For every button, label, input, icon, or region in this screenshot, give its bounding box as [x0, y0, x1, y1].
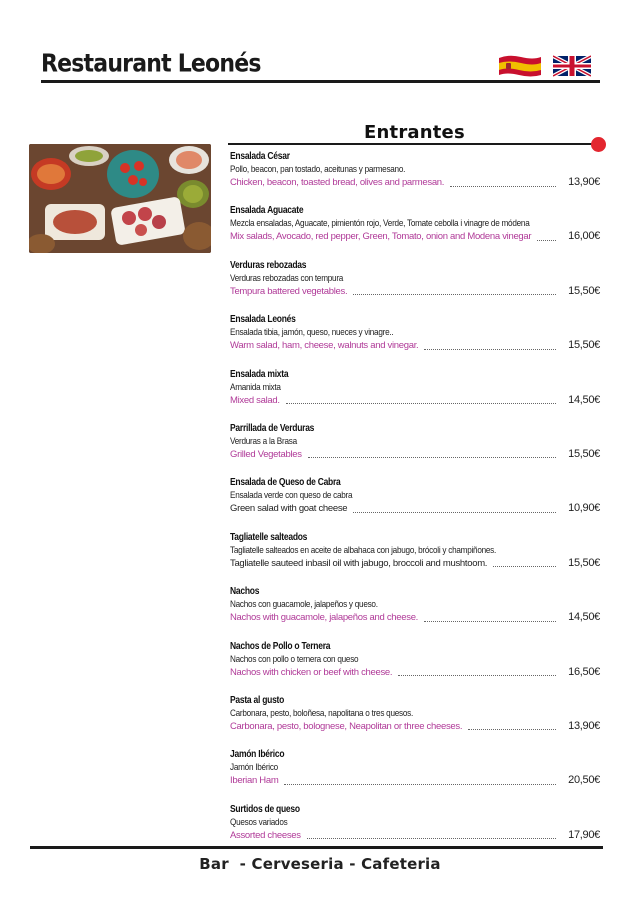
item-price: 15,50€: [568, 556, 600, 569]
item-price: 15,50€: [568, 339, 600, 352]
item-description-es: Carbonara, pesto, boloñesa, napolitana o tres quesos.: [230, 707, 414, 719]
item-description-en: Nachos with guacamole, jalapeños and cheese.: [230, 612, 419, 624]
item-description-en: Mix salads, Avocado, red pepper, Green, Tomato, onion and Modena vinegar: [230, 231, 532, 243]
leader-dots: [286, 395, 556, 404]
leader-dots: [468, 721, 556, 730]
footer-tagline: Bar - Cerveseria - Cafeteria: [199, 855, 441, 873]
item-description-es: Quesos variados: [230, 816, 288, 828]
item-description-en: Tagliatelle sauteed inbasil oil with jabugo, broccoli and mushtoom.: [230, 557, 488, 569]
item-name: Ensalada Leonés: [230, 314, 296, 326]
item-description-en: Carbonara, pesto, bolognese, Neapolitan or three cheeses.: [230, 720, 463, 732]
header-divider: [41, 80, 600, 83]
footer-divider: [30, 846, 603, 849]
item-description-es: Nachos con pollo o ternera con queso: [230, 653, 359, 665]
menu-item: [230, 204, 600, 258]
menu-item: [230, 748, 600, 802]
menu-item: [230, 422, 600, 476]
item-description-es: Verduras rebozadas con tempura: [230, 272, 344, 284]
item-description-en: Nachos with chicken or beef with cheese.: [230, 666, 393, 678]
menu-item: [230, 150, 600, 204]
menu-list: [230, 150, 600, 857]
item-name: Parrillada de Verduras: [230, 422, 315, 434]
item-price: 13,90€: [568, 719, 600, 732]
item-name: Ensalada de Queso de Cabra: [230, 477, 341, 489]
item-description-en: Warm salad, ham, cheese, walnuts and vinegar.: [230, 340, 419, 352]
leader-dots: [424, 341, 556, 350]
menu-item: [230, 259, 600, 313]
item-price: 14,50€: [568, 393, 600, 406]
leader-dots: [424, 613, 556, 622]
section-divider: [228, 143, 598, 145]
item-name: Ensalada mixta: [230, 368, 289, 380]
menu-item: [230, 313, 600, 367]
menu-item: [230, 368, 600, 422]
leader-dots: [450, 178, 556, 187]
item-name: Nachos: [230, 586, 260, 598]
item-name: Pasta al gusto: [230, 694, 285, 706]
item-description-en: Green salad with goat cheese: [230, 503, 348, 515]
menu-item: [230, 476, 600, 530]
leader-dots: [493, 558, 556, 567]
section-title: Entrantes: [364, 122, 465, 143]
item-description-en: Grilled Vegetables: [230, 448, 302, 460]
leader-dots: [398, 667, 556, 676]
leader-dots: [353, 504, 556, 513]
item-description-en: Iberian Ham: [230, 775, 279, 787]
spain-flag-icon[interactable]: [497, 54, 543, 78]
item-description-es: Jamón Ibérico: [230, 762, 278, 774]
item-description-en: Mixed salad.: [230, 394, 280, 406]
item-price: 14,50€: [568, 611, 600, 624]
leader-dots: [284, 776, 556, 785]
item-name: Ensalada César: [230, 151, 290, 162]
menu-item: [230, 694, 600, 748]
uk-flag-icon[interactable]: [553, 54, 591, 78]
item-price: 15,50€: [568, 284, 600, 297]
leader-dots: [308, 449, 556, 458]
item-description-es: Ensalada tibia, jamón, queso, nueces y vinagre..: [230, 327, 394, 339]
item-price: 15,50€: [568, 447, 600, 460]
item-description-en: Assorted cheeses: [230, 829, 301, 841]
menu-item: [230, 531, 600, 585]
item-price: 10,90€: [568, 502, 600, 515]
item-price: 20,50€: [568, 774, 600, 787]
item-description-es: Verduras a la Brasa: [230, 435, 297, 447]
item-name: Jamón Ibérico: [230, 749, 285, 761]
item-description-en: Tempura battered vegetables.: [230, 285, 348, 297]
item-description-es: Tagliatelle salteados en aceite de albahaca con jabugo, brócoli y champiñones.: [230, 544, 497, 556]
leader-dots: [307, 830, 556, 839]
item-name: Ensalada Aguacate: [230, 205, 304, 217]
leader-dots: [353, 286, 556, 295]
item-description-es: Ensalada verde con queso de cabra: [230, 490, 353, 502]
item-price: 16,00€: [568, 230, 600, 243]
restaurant-title: Restaurant Leonés: [41, 50, 261, 78]
food-photo: [29, 144, 211, 253]
menu-item: [230, 640, 600, 694]
item-description-es: Nachos con guacamole, jalapeños y queso.: [230, 599, 378, 611]
item-name: Tagliatelle salteados: [230, 531, 308, 543]
item-price: 16,50€: [568, 665, 600, 678]
item-price: 13,90€: [568, 176, 600, 188]
item-price: 17,90€: [568, 828, 600, 841]
item-description-es: Amanida mixta: [230, 381, 281, 393]
item-name: Surtidos de queso: [230, 803, 300, 815]
item-description-en: Chicken, beacon, toasted bread, olives and parmesan.: [230, 177, 445, 188]
item-name: Verduras rebozadas: [230, 259, 307, 271]
menu-item: [230, 585, 600, 639]
item-description-es: Pollo, beacon, pan tostado, aceitunas y parmesano.: [230, 164, 406, 175]
leader-dots: [537, 232, 556, 241]
item-description-es: Mezcla ensaladas, Aguacate, pimientón rojo, Verde, Tomate cebolla i vinagre de módena: [230, 218, 530, 230]
item-name: Nachos de Pollo o Ternera: [230, 640, 331, 652]
